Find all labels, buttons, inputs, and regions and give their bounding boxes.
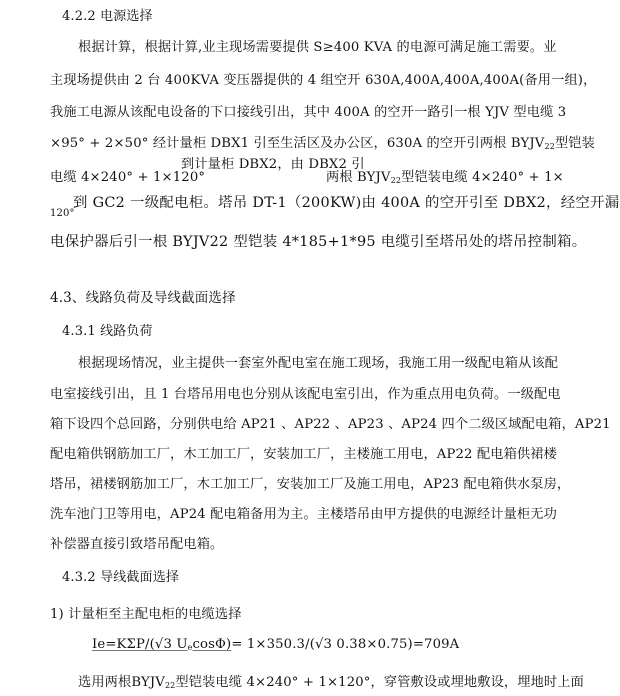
paragraph-line: 根据计算，根据计算,业主现场需要提供 S≥400 KVA 的电源可满足施工需要。业	[78, 40, 557, 55]
formula-mid: cosΦ)	[192, 637, 232, 652]
section-heading-4-2-2: 4.2.2 电源选择	[62, 9, 153, 24]
paragraph-line: 主现场提供由 2 台 400KVA 变压器提供的 4 组空开 630A,400A,400A,400A(备用一组)，	[50, 73, 597, 88]
paragraph-text: 两根 BYJV	[326, 170, 391, 185]
paragraph-line: 电缆 4×240° + 1×120°	[50, 170, 206, 185]
formula-left: Ie=KΣP/(√3 U	[92, 637, 188, 652]
paragraph-text: 选用两根BYJV	[78, 675, 165, 690]
paragraph-line: 补偿器直接引致塔吊配电箱。	[50, 537, 224, 552]
paragraph-line: 洗车池门卫等用电，AP24 配电箱备用为主。主楼塔吊由甲方提供的电源经计量柜无功	[50, 507, 557, 522]
paragraph-text: 型铠装	[554, 136, 595, 151]
paragraph-line: 到 GC2 一级配电柜。塔吊 DT-1（200KW)由 400A 的空开引至 DBX2，经空开漏	[73, 195, 620, 211]
paragraph-line: 电保护器后引一根 BYJV22 型铠装 4*185+1*95 电缆引至塔吊处的塔吊控制箱。	[50, 234, 587, 250]
section-heading-4-3-2: 4.3.2 导线截面选择	[62, 570, 180, 585]
paragraph-line: 塔吊，裙楼钢筋加工厂，木工加工厂，安装加工厂及施工用电，AP23 配电箱供水泵房，	[50, 477, 571, 492]
section-heading-4-3-1: 4.3.1 线路负荷	[62, 324, 153, 339]
current-formula	[92, 637, 459, 652]
paragraph-line: 箱下设四个总回路，分别供电给 AP21 、AP22 、AP23 、AP24 四个二级区域配电箱，AP21	[50, 417, 611, 432]
paragraph-line	[326, 166, 564, 185]
paragraph-text: 型铠装电缆 4×240° + 1×120°，穿管敷设或埋地敷设，埋地时上面	[175, 675, 584, 690]
list-item: 1) 计量柜至主配电柜的电缆选择	[50, 607, 242, 622]
formula-right: = 1×350.3/(√3 0.38×0.75)=709A	[231, 637, 460, 652]
formula-subscript: e	[187, 643, 193, 652]
paragraph-line: 电室接线引出，且 1 台塔吊用电也分别从该配电室引出，作为重点用电负荷。一级配电	[50, 387, 561, 402]
paragraph-text: ×95° + 2×50° 经计量柜 DBX1 引至生活区及办公区，630A 的空开引两根 BYJV	[50, 136, 545, 151]
paragraph-text: 型铠装电缆 4×240° + 1×	[401, 170, 564, 185]
paragraph-line: 根据现场情况，业主提供一套室外配电室在施工现场，我施工用一级配电箱从该配	[78, 356, 559, 371]
paragraph-line: 到计量柜 DBX2，由 DBX2 引	[181, 157, 365, 172]
paragraph-line	[50, 132, 595, 151]
cable-subscript: 22	[390, 176, 402, 185]
cable-subscript: 22	[544, 142, 555, 151]
cable-subscript: 22	[164, 681, 176, 690]
paragraph-line: 120°	[50, 208, 75, 219]
paragraph-line	[78, 671, 584, 690]
paragraph-line: 我施工电源从该配电设备的下口接线引出，其中 400A 的空开一路引一根 YJV 型电缆 3	[50, 105, 567, 120]
paragraph-line: 配电箱供钢筋加工厂，木工加工厂，安装加工厂，主楼施工用电，AP22 配电箱供裙楼	[50, 447, 557, 462]
section-heading-4-3: 4.3、线路负荷及导线截面选择	[50, 290, 236, 306]
